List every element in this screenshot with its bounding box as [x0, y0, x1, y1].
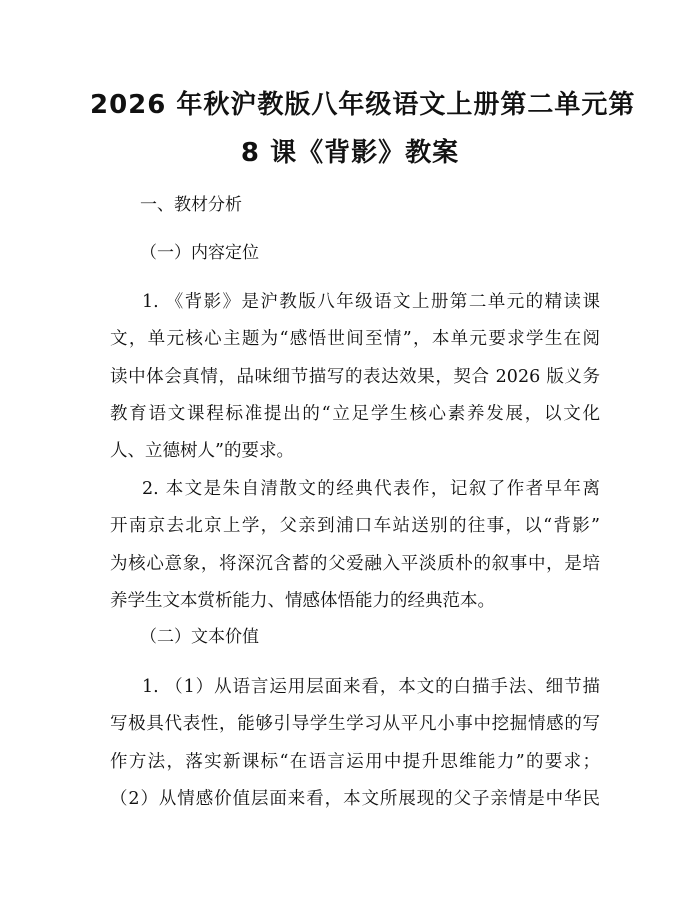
document-title-line-2: 8 课《背影》教案 — [240, 138, 460, 168]
paragraph-line: 为核心意象，将深沉含蓄的父爱融入平淡质朴的叙事中，是培 — [110, 553, 600, 574]
paragraph-line: （2）从情感价值层面来看，本文所展现的父子亲情是中华民 — [110, 788, 600, 809]
paragraph-3 — [110, 669, 600, 818]
paragraph-line: 写极具代表性，能够引导学生学习从平凡小事中挖掘情感的写 — [110, 714, 600, 735]
section-heading-textbook-analysis: 一、教材分析 — [140, 195, 242, 215]
paragraph-line: 读中体会真情，品味细节描写的表达效果，契合 2026 版义务 — [110, 366, 600, 387]
document-title-line-1: 2026 年秋沪教版八年级语文上册第二单元第 — [90, 90, 636, 120]
paragraph-line: 教育语文课程标准提出的“立足学生核心素养发展，以文化 — [110, 403, 600, 424]
paragraph-line: 文，单元核心主题为“感悟世间至情”，本单元要求学生在阅 — [110, 329, 600, 350]
subsection-heading-content-positioning: （一）内容定位 — [140, 243, 259, 263]
paragraph-line: 养学生文本赏析能力、情感体悟能力的经典范本。 — [110, 590, 495, 611]
paragraph-2 — [110, 471, 600, 620]
paragraph-line: 人、立德树人”的要求。 — [110, 441, 294, 462]
paragraph-line: 2. 本文是朱自清散文的经典代表作，记叙了作者早年离 — [142, 479, 600, 499]
paragraph-line: 作方法，落实新课标“在语言运用中提升思维能力”的要求； — [110, 751, 600, 772]
paragraph-1 — [110, 284, 600, 470]
subsection-heading-text-value: （二）文本价值 — [140, 627, 259, 647]
paragraph-line: 1. 《背影》是沪教版八年级语文上册第二单元的精读课 — [142, 292, 600, 312]
paragraph-line: 1. （1）从语言运用层面来看，本文的白描手法、细节描 — [142, 677, 600, 697]
paragraph-line: 开南京去北京上学，父亲到浦口车站送别的往事，以“背影” — [110, 516, 600, 537]
